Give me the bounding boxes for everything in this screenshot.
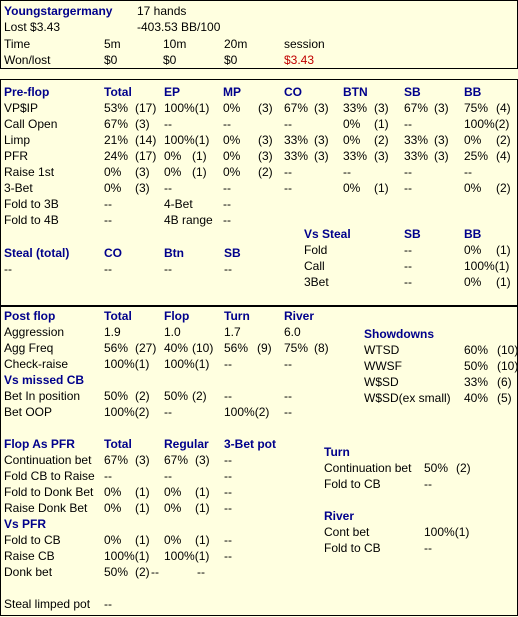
postflop-cell-count: (27) [135, 341, 157, 355]
steal-limped-label: Steal limped pot [4, 597, 91, 611]
preflop-row-label: Limp [4, 133, 31, 147]
turn-row-value: 50% [424, 461, 449, 475]
preflop-cell-value: 67% [404, 101, 429, 115]
postflop-row-label: Check-raise [4, 357, 69, 371]
vs-steal-row-label: 3Bet [304, 275, 329, 289]
preflop-cell-value: 33% [343, 149, 368, 163]
preflop-col-4: BTN [343, 85, 368, 99]
preflop-cell-count: (3) [434, 133, 449, 147]
steal-value-1: -- [104, 262, 112, 276]
missed-cb-row-label: Bet In position [4, 389, 81, 403]
bet4-label: 4-Bet [164, 197, 193, 211]
postflop-row-label: Agg Freq [4, 341, 54, 355]
preflop-cell-value: -- [404, 181, 412, 195]
postflop-cell-value: 100%(1) [104, 357, 150, 371]
preflop-cell-value: 75% [464, 101, 489, 115]
vs-steal-sb-value: -- [404, 275, 412, 289]
postflop-cell-value: 56% [224, 341, 249, 355]
preflop-col-2: MP [223, 85, 241, 99]
postflop-cell-value: 1.7 [224, 325, 241, 339]
wonlost-value-3: $3.43 [284, 53, 315, 67]
preflop-row-label: PFR [4, 149, 28, 163]
flop-pfr-row-label: Raise Donk Bet [4, 501, 88, 515]
preflop-cell-value: 0% [164, 165, 182, 179]
postflop-cell-value: 1.0 [164, 325, 181, 339]
river-title: River [324, 509, 355, 523]
preflop-title: Pre-flop [4, 85, 50, 99]
vs-pfr-cell-value: 0% [104, 533, 122, 547]
flop-pfr-col-2: 3-Bet pot [224, 437, 276, 451]
preflop-col-5: SB [404, 85, 421, 99]
player-name: Youngstargermany [4, 4, 113, 18]
preflop-col-1: EP [164, 85, 181, 99]
vs-steal-col-sb: SB [404, 227, 421, 241]
flop-pfr-cell-value: -- [224, 469, 232, 483]
vs-steal-sb-value: -- [404, 259, 412, 273]
showdown-value: 50% [464, 359, 489, 373]
postflop-cell-value: -- [284, 357, 292, 371]
preflop-cell-count: (3) [135, 181, 150, 195]
preflop-cell-value: -- [464, 165, 472, 179]
preflop-cell-value: 100%(1) [164, 133, 210, 147]
missed-cb-cell-value: 100%(2) [224, 405, 270, 419]
missed-cb-row-label: Bet OOP [4, 405, 53, 419]
preflop-cell-count: (2) [496, 181, 511, 195]
turn-row-value: -- [424, 477, 432, 491]
preflop-col-3: CO [284, 85, 302, 99]
range-4b-value: -- [223, 213, 231, 227]
preflop-cell-value: 0% [223, 165, 241, 179]
showdown-value: 40% [464, 391, 489, 405]
preflop-cell-count: (3) [314, 101, 329, 115]
flop-pfr-cell-count: (1) [135, 501, 150, 515]
missed-cb-cell-count: (2) [192, 389, 207, 403]
flop-pfr-cell-value: 67% [164, 453, 189, 467]
period-1: 10m [163, 37, 187, 51]
preflop-cell-value: 0% [223, 133, 241, 147]
preflop-cell-value: 25% [464, 149, 489, 163]
preflop-row-label: VP$IP [4, 101, 39, 115]
preflop-cell-value: 33% [343, 101, 368, 115]
steal-total-title: Steal (total) [4, 246, 70, 260]
wonlost-value-0: $0 [104, 53, 118, 67]
missed-cb-cell-value: -- [164, 405, 172, 419]
showdown-label: W$SD [364, 375, 399, 389]
showdown-label: W$SD(ex small) [364, 391, 451, 405]
preflop-cell-count: (2) [258, 165, 273, 179]
postflop-cell-value: 100%(1) [164, 357, 210, 371]
flop-pfr-cell-count: (1) [135, 485, 150, 499]
preflop-cell-count: (3) [314, 149, 329, 163]
time-label: Time [4, 37, 31, 51]
postflop-row-label: Aggression [4, 325, 65, 339]
preflop-cell-count: (17) [135, 149, 157, 163]
vs-pfr-cell-value: 0% [164, 533, 182, 547]
postflop-title: Post flop [4, 309, 56, 323]
preflop-cell-value: 33% [404, 133, 429, 147]
preflop-cell-value: 0% [164, 149, 182, 163]
lost-amount: Lost $3.43 [4, 20, 61, 34]
preflop-cell-count: (2) [374, 133, 389, 147]
postflop-cell-count: (8) [314, 341, 329, 355]
preflop-cell-value: -- [284, 181, 292, 195]
preflop-cell-value: 33% [404, 149, 429, 163]
vs-pfr-cell-count: (2) [135, 565, 150, 579]
flop-pfr-cell-count: (1) [195, 501, 210, 515]
preflop-cell-value: 53% [104, 101, 129, 115]
steal-value-0: -- [4, 262, 12, 276]
vs-steal-bb-value: 0% [464, 275, 482, 289]
preflop-cell-value: 21% [104, 133, 129, 147]
vs-steal-title: Vs Steal [304, 227, 351, 241]
vs-pfr-row-label: Donk bet [4, 565, 53, 579]
preflop-cell-count: (4) [496, 149, 511, 163]
preflop-cell-value: 0% [223, 149, 241, 163]
preflop-cell-value: 33% [284, 133, 309, 147]
flop-pfr-cell-value: -- [224, 453, 232, 467]
postflop-cell-count: (9) [257, 341, 272, 355]
postflop-cell-value: 75% [284, 341, 309, 355]
bb-per-100: -403.53 BB/100 [137, 20, 221, 34]
postflop-col-1: Flop [164, 309, 190, 323]
preflop-cell-value: -- [404, 117, 412, 131]
flop-pfr-cell-value: 0% [164, 485, 182, 499]
vs-pfr-title: Vs PFR [4, 517, 47, 531]
showdown-count: (5) [497, 391, 512, 405]
missed-cb-cell-value: 50% [164, 389, 189, 403]
flop-pfr-cell-value: -- [224, 485, 232, 499]
preflop-col-6: BB [464, 85, 482, 99]
preflop-cell-count: (3) [258, 133, 273, 147]
period-3: session [284, 37, 325, 51]
preflop-cell-value: -- [164, 181, 172, 195]
preflop-cell-count: (3) [374, 101, 389, 115]
preflop-cell-value: 100%(1) [164, 101, 210, 115]
vs-pfr-cell-value: -- [224, 533, 232, 547]
preflop-row-label: Call Open [4, 117, 58, 131]
period-0: 5m [104, 37, 121, 51]
bet4-value: -- [223, 197, 231, 211]
preflop-cell-value: -- [404, 165, 412, 179]
preflop-cell-count: (1) [374, 181, 389, 195]
fold-to-3b-label: Fold to 3B [4, 197, 59, 211]
turn-row-count: (2) [456, 461, 471, 475]
missed-cb-cell-value: 100%(2) [104, 405, 150, 419]
preflop-cell-count: (3) [434, 149, 449, 163]
preflop-cell-value: 0% [343, 181, 361, 195]
turn-row-label: Continuation bet [324, 461, 412, 475]
fold-to-4b-label: Fold to 4B [4, 213, 59, 227]
preflop-cell-value: 0% [104, 165, 122, 179]
preflop-cell-value: 67% [104, 117, 129, 131]
preflop-cell-count: (3) [135, 117, 150, 131]
postflop-col-3: River [284, 309, 315, 323]
flop-pfr-cell-value: 0% [104, 485, 122, 499]
range-4b-label: 4B range [164, 213, 213, 227]
preflop-cell-value: -- [223, 117, 231, 131]
vs-steal-sb-value: -- [404, 243, 412, 257]
preflop-cell-value: -- [164, 117, 172, 131]
preflop-col-0: Total [104, 85, 132, 99]
preflop-cell-count: (1) [192, 149, 207, 163]
preflop-cell-count: (3) [434, 101, 449, 115]
vs-pfr-cell-value: -- [224, 549, 232, 563]
preflop-cell-count: (3) [374, 149, 389, 163]
steal-value-2: -- [164, 262, 172, 276]
preflop-row-label: 3-Bet [4, 181, 33, 195]
vs-pfr-cell-count: (1) [195, 533, 210, 547]
vs-pfr-cell-value: 100%(1) [164, 549, 210, 563]
flop-pfr-col-0: Total [104, 437, 132, 451]
preflop-cell-value: 0% [343, 133, 361, 147]
vs-steal-row-label: Call [304, 259, 325, 273]
preflop-cell-count: (4) [496, 101, 511, 115]
flop-pfr-title: Flop As PFR [4, 437, 75, 451]
preflop-cell-value: 0% [464, 133, 482, 147]
wonlost-label: Won/lost [4, 53, 51, 67]
river-row-value: -- [424, 541, 432, 555]
preflop-cell-count: (3) [135, 165, 150, 179]
preflop-cell-count: (3) [314, 133, 329, 147]
vs-steal-bb-value: 0% [464, 243, 482, 257]
showdown-label: WTSD [364, 343, 400, 357]
preflop-cell-value: 100%(2) [464, 117, 510, 131]
preflop-cell-count: (14) [135, 133, 157, 147]
missed-cb-cell-value: -- [284, 405, 292, 419]
missed-cb-cell-count: (2) [135, 389, 150, 403]
flop-pfr-cell-count: (1) [195, 485, 210, 499]
postflop-cell-value: 40% [164, 341, 189, 355]
showdown-count: (6) [497, 375, 512, 389]
preflop-cell-value: 67% [284, 101, 309, 115]
vs-missed-cb-title: Vs missed CB [4, 373, 85, 387]
vs-steal-row-label: Fold [304, 243, 328, 257]
flop-pfr-cell-value: 67% [104, 453, 129, 467]
preflop-cell-value: 0% [104, 181, 122, 195]
postflop-cell-count: (10) [192, 341, 214, 355]
fold-to-3b-value: -- [104, 197, 112, 211]
preflop-cell-count: (17) [135, 101, 157, 115]
missed-cb-cell-value: -- [284, 389, 292, 403]
preflop-cell-value: -- [223, 181, 231, 195]
flop-pfr-cell-count: (3) [195, 453, 210, 467]
preflop-cell-value: 0% [343, 117, 361, 131]
postflop-col-0: Total [104, 309, 132, 323]
vs-pfr-row-label: Fold to CB [4, 533, 61, 547]
steal-limped-value: -- [104, 597, 112, 611]
flop-pfr-row-label: Fold to Donk Bet [4, 485, 94, 499]
river-row-value: 100%(1) [424, 525, 470, 539]
vs-steal-bb-count: (1) [496, 243, 511, 257]
preflop-cell-value: -- [284, 117, 292, 131]
river-row-label: Fold to CB [324, 541, 381, 555]
vs-pfr-cell-value: -- [151, 565, 159, 579]
showdown-label: WWSF [364, 359, 402, 373]
vs-pfr-cell-count: (1) [135, 533, 150, 547]
turn-title: Turn [324, 445, 350, 459]
flop-pfr-cell-value: 0% [104, 501, 122, 515]
fold-to-4b-value: -- [104, 213, 112, 227]
postflop-cell-value: 56% [104, 341, 129, 355]
flop-pfr-cell-value: -- [104, 469, 112, 483]
steal-col-0: CO [104, 246, 122, 260]
flop-pfr-cell-value: -- [164, 469, 172, 483]
flop-pfr-col-1: Regular [164, 437, 209, 451]
vs-pfr-cell-value: -- [197, 565, 205, 579]
preflop-cell-value: -- [284, 165, 292, 179]
preflop-cell-count: (2) [496, 133, 511, 147]
steal-col-2: SB [224, 246, 241, 260]
period-2: 20m [224, 37, 248, 51]
turn-row-label: Fold to CB [324, 477, 381, 491]
showdown-count: (10) [497, 343, 518, 357]
flop-pfr-cell-count: (3) [135, 453, 150, 467]
showdown-value: 33% [464, 375, 489, 389]
preflop-cell-value: 0% [223, 101, 241, 115]
wonlost-value-1: $0 [163, 53, 177, 67]
vs-steal-col-bb: BB [464, 227, 482, 241]
preflop-cell-value: -- [343, 165, 351, 179]
flop-pfr-row-label: Continuation bet [4, 453, 92, 467]
postflop-cell-value: 6.0 [284, 325, 301, 339]
showdowns-title: Showdowns [364, 327, 434, 341]
showdown-count: (10) [497, 359, 518, 373]
preflop-cell-value: 0% [464, 181, 482, 195]
vs-pfr-cell-value: 100%(1) [104, 549, 150, 563]
postflop-col-2: Turn [224, 309, 250, 323]
steal-col-1: Btn [164, 246, 184, 260]
preflop-cell-count: (3) [258, 149, 273, 163]
preflop-cell-count: (3) [258, 101, 273, 115]
vs-pfr-cell-value: 50% [104, 565, 129, 579]
preflop-row-label: Raise 1st [4, 165, 55, 179]
hands-count: 17 hands [137, 4, 187, 18]
steal-value-3: -- [224, 262, 232, 276]
preflop-cell-count: (1) [374, 117, 389, 131]
vs-steal-bb-count: (1) [496, 275, 511, 289]
wonlost-value-2: $0 [224, 53, 238, 67]
flop-pfr-cell-value: -- [224, 501, 232, 515]
missed-cb-cell-value: -- [224, 389, 232, 403]
vs-steal-bb-value: 100%(1) [464, 259, 510, 273]
preflop-cell-value: 33% [284, 149, 309, 163]
missed-cb-cell-value: 50% [104, 389, 129, 403]
preflop-cell-count: (1) [192, 165, 207, 179]
showdown-value: 60% [464, 343, 489, 357]
flop-pfr-row-label: Fold CB to Raise [4, 469, 95, 483]
flop-pfr-cell-value: 0% [164, 501, 182, 515]
vs-pfr-row-label: Raise CB [4, 549, 55, 563]
postflop-cell-value: 1.9 [104, 325, 121, 339]
postflop-cell-value: -- [224, 357, 232, 371]
preflop-cell-value: 24% [104, 149, 129, 163]
river-row-label: Cont bet [324, 525, 370, 539]
